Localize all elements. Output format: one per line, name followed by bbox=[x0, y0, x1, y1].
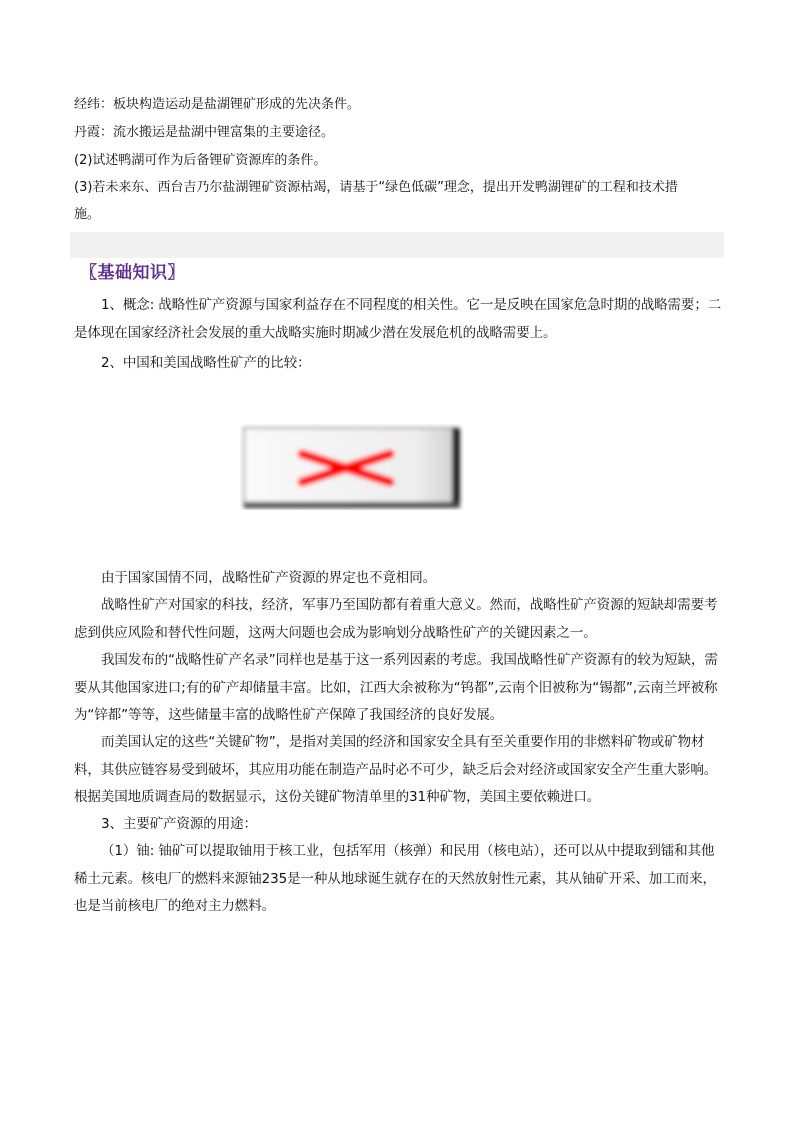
question-line-danxia: 丹霞：流水搬运是盐湖中锂富集的主要途径。 bbox=[74, 125, 335, 140]
paragraph-concept: 1、概念: 战略性矿产资源与国家利益存在不同程度的相关性。它一是反映在国家危急时期的战略需要；二是体现在国家经济社会发展的重大战略实施时期减少潜在发展危机的战略需要上。 bbox=[74, 297, 722, 341]
question-line-jingwei: 经纬：板块构造运动是盐湖锂矿形成的先决条件。 bbox=[74, 97, 361, 112]
paragraph-uranium: （1）铀: 铀矿可以提取铀用于核工业，包括军用（核弹）和民用（核电站），还可以从中提取到镭和其他稀土元素。核电厂的燃料来源铀235是一种从地球诞生就存在的天然放射性元素，其从铀矿开采、加工而来，也是当前核电厂的绝对主力燃料。 bbox=[74, 843, 716, 914]
paragraph-importance: 战略性矿产对国家的科技，经济，军事乃至国防都有着重大意义。然而，战略性矿产资源的短缺却需要考虑到供应风险和替代性问题，这两大问题也会成为影响划分战略性矿产的关键因素之一。 bbox=[74, 597, 718, 641]
paragraph-china: 我国发布的“战略性矿产名录”同样也是基于这一系列因素的考虑。我国战略性矿产资源有的较为短缺，需要从其他国家进口;有的矿产却储量丰富。比如，江西大余被称为“钨都”,云南个旧被称为“锡都”,云南兰坪被称为“锌都”等等，这些储量丰富的战略性矿产保障了我国经济的良好发展。 bbox=[74, 652, 718, 723]
broken-image-icon bbox=[240, 424, 464, 510]
paragraph-definition: 由于国家国情不同，战略性矿产资源的界定也不竟相同。 bbox=[101, 570, 436, 586]
paragraph-comparison-title: 2、中国和美国战略性矿产的比较： bbox=[101, 355, 311, 371]
question-2: (2)试述鸭湖可作为后备锂矿资源库的条件。 bbox=[74, 153, 327, 168]
question-3-cont: 施。 bbox=[74, 207, 101, 222]
paragraph-uses-title: 3、主要矿产资源的用途： bbox=[101, 816, 257, 832]
section-divider-band bbox=[70, 232, 724, 258]
question-3: (3)若未来东、西台吉乃尔盐湖锂矿资源枯竭，请基于“绿色低碳”理念，提出开发鸭湖锂矿的工程和技术措 bbox=[74, 180, 678, 195]
paragraph-usa: 而美国认定的这些“关键矿物”，是指对美国的经济和国家安全具有至关重要作用的非燃料矿物或矿物材料，其供应链容易受到破坏，其应用功能在制造产品时必不可少，缺乏后会对经济或国家安全产生重大影响。根据美国地质调查局的数据显示，这份关键矿物清单里的31种矿物，美国主要依赖进口。 bbox=[74, 734, 718, 805]
section-heading: 〖基础知识〗 bbox=[80, 263, 185, 283]
